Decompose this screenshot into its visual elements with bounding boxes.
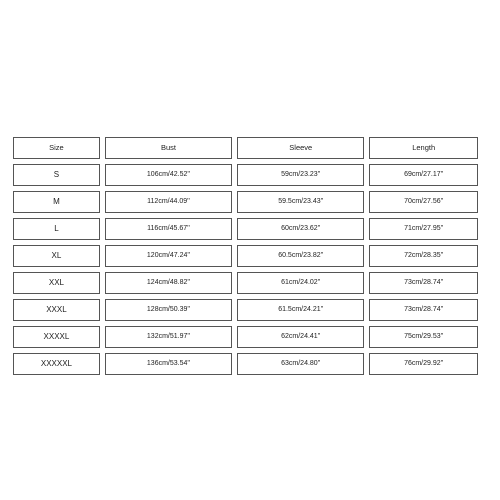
size-cell: S [13,164,100,186]
length-cell: 72cm/28.35'' [369,245,478,267]
header-row [13,137,478,159]
length-cell: 70cm/27.56'' [369,191,478,213]
header-sleeve: Sleeve [237,137,364,159]
size-cell: XXXXL [13,326,100,348]
size-cell: XXXXXL [13,353,100,375]
sleeve-cell: 60.5cm/23.82'' [237,245,364,267]
bust-cell: 112cm/44.09'' [105,191,232,213]
sleeve-cell: 61.5cm/24.21'' [237,299,364,321]
size-chart-table [8,132,483,380]
table-row [13,164,478,186]
size-cell: XXXL [13,299,100,321]
length-cell: 69cm/27.17'' [369,164,478,186]
length-cell: 71cm/27.95'' [369,218,478,240]
bust-cell: 136cm/53.54'' [105,353,232,375]
table-row [13,272,478,294]
table-row [13,299,478,321]
size-cell: XL [13,245,100,267]
size-cell: L [13,218,100,240]
header-length: Length [369,137,478,159]
header-bust: Bust [105,137,232,159]
table-body [13,164,478,375]
header-size: Size [13,137,100,159]
sleeve-cell: 59.5cm/23.43'' [237,191,364,213]
bust-cell: 120cm/47.24'' [105,245,232,267]
table-header [13,137,478,159]
bust-cell: 116cm/45.67'' [105,218,232,240]
sleeve-cell: 60cm/23.62'' [237,218,364,240]
bust-cell: 106cm/42.52'' [105,164,232,186]
table-row [13,245,478,267]
bust-cell: 124cm/48.82'' [105,272,232,294]
sleeve-cell: 62cm/24.41'' [237,326,364,348]
size-cell: M [13,191,100,213]
table-row [13,326,478,348]
sleeve-cell: 63cm/24.80'' [237,353,364,375]
length-cell: 73cm/28.74'' [369,272,478,294]
bust-cell: 132cm/51.97'' [105,326,232,348]
table-row [13,191,478,213]
sleeve-cell: 61cm/24.02'' [237,272,364,294]
sleeve-cell: 59cm/23.23'' [237,164,364,186]
table-row [13,218,478,240]
length-cell: 73cm/28.74'' [369,299,478,321]
size-cell: XXL [13,272,100,294]
length-cell: 75cm/29.53'' [369,326,478,348]
length-cell: 76cm/29.92'' [369,353,478,375]
table-row [13,353,478,375]
bust-cell: 128cm/50.39'' [105,299,232,321]
